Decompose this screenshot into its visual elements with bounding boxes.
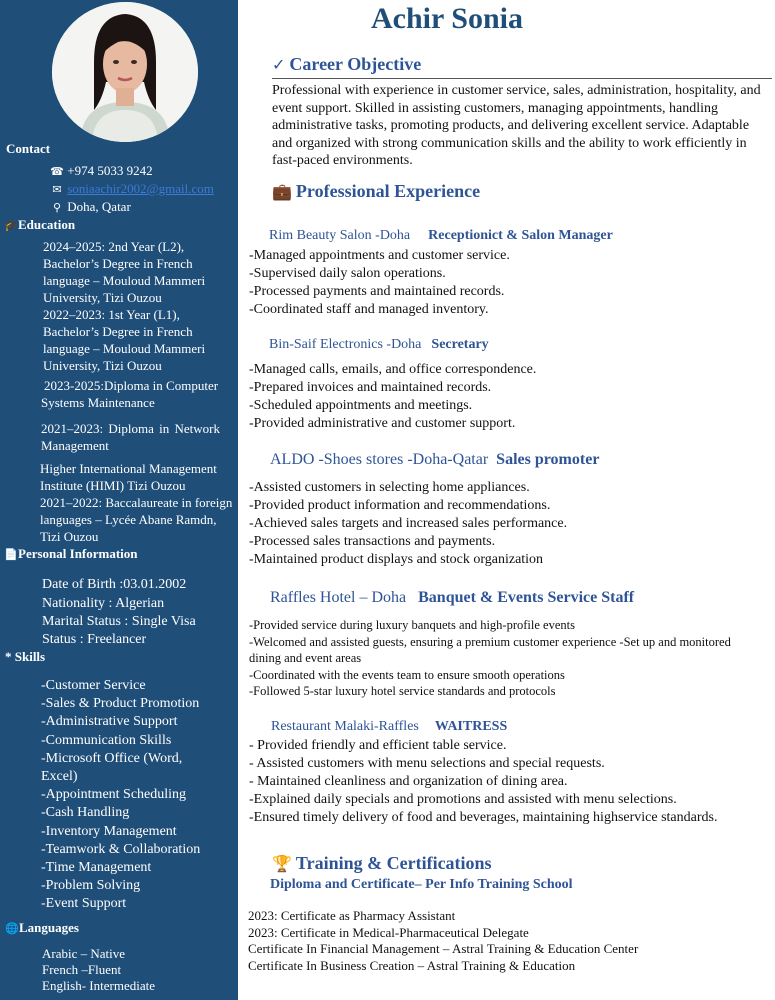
email-link[interactable]: soniaachir2002@gmail.com (67, 181, 214, 196)
job-bullets (249, 479, 567, 569)
skill-item: -Event Support (41, 896, 127, 912)
training-heading: 🏆 Training & Certifications (272, 853, 492, 873)
job-bullet: -Welcomed and assisted guests, ensuring a premium customer experience -Set up and monitored dining and event areas (249, 634, 731, 665)
education-item: 2022–2023: 1st Year (L1), Bachelor’s Degree in French language – Mouloud Mammeri University, Tizi Ouzou (43, 307, 206, 373)
job-bullet: -Scheduled appointments and meetings. (249, 398, 473, 413)
job-bullets (249, 737, 717, 827)
job-bullet: -Supervised daily salon operations. (249, 266, 446, 281)
job-bullets (249, 247, 510, 319)
job-company: Rim Beauty Salon -Doha (269, 228, 411, 243)
education-item: 2023-2025:Diploma in Computer Systems Maintenance (41, 378, 219, 410)
job-bullets (249, 617, 759, 700)
skill-item: -Customer Service (41, 678, 146, 693)
personal-item: Date of Birth :03.01.2002 (42, 577, 187, 592)
briefcase-icon: 💼 (272, 182, 292, 201)
skills-list (41, 677, 233, 914)
skill-item: -Time Management (41, 860, 152, 876)
language-item: English- Intermediate (42, 978, 155, 993)
job-bullet: -Explained daily specials and promotions and assisted with menu selections. (249, 792, 677, 807)
job-role: Sales promoter (496, 451, 600, 468)
training-item: Certificate In Financial Management – Astral Training & Education Center (248, 941, 639, 956)
personal-item: Marital Status : Single Visa (42, 614, 196, 629)
skill-item: -Cash Handling (41, 805, 130, 821)
job-bullet: -Managed calls, emails, and office correspondence. (249, 362, 537, 377)
education-item: 2024–2025: 2nd Year (L2), Bachelor’s Degree in French language – Mouloud Mammeri University, Tizi Ouzou (43, 239, 206, 305)
education-item: Higher International Management Institute (HIMI) Tizi Ouzou (40, 461, 217, 493)
training-list (248, 908, 638, 974)
phone-icon: ☎ (50, 165, 64, 178)
job-bullet: - Provided friendly and efficient table service. (249, 738, 507, 753)
job-bullet: - Maintained cleanliness and organization of dining area. (249, 774, 568, 789)
job-header (269, 226, 613, 244)
job-bullet: -Managed appointments and customer service. (249, 248, 510, 263)
profile-photo-image (52, 2, 198, 142)
job-bullet: -Ensured timely delivery of food and beverages, maintaining highservice standards. (249, 810, 718, 825)
skill-item: -Appointment Scheduling (41, 787, 187, 803)
personal-item: Nationality : Algerian (42, 596, 165, 611)
job-bullet: -Provided product information and recommendations. (249, 498, 551, 513)
job-bullet: -Assisted customers in selecting home appliances. (249, 480, 530, 495)
globe-icon: 🌐 (5, 922, 19, 935)
phone-number: +974 5033 9242 (67, 163, 153, 178)
objective-heading: ✓ Career Objective (272, 54, 422, 74)
personal-info-heading: 📄Personal Information (4, 546, 138, 561)
personal-item: Status : Freelancer (42, 632, 147, 647)
job-bullet: - Assisted customers with menu selections and special requests. (249, 756, 605, 771)
language-item: French –Fluent (42, 962, 122, 977)
objective-text: Professional with experience in customer service, sales, administration, hospitality, and event support. Skilled in assisting customers, managing appointments, handling administrative tasks, promoting products, and delivering excellent service. Adaptable and organized with strong communication skills and the ability to work efficiently in fast-paced environments. (272, 83, 761, 168)
training-item: 2023: Certificate as Pharmacy Assistant (248, 908, 456, 923)
skill-item: -Teamwork & Collaboration (41, 841, 201, 857)
contact-phone[interactable] (50, 162, 153, 180)
skill-item: -Microsoft Office (Word, Excel) (41, 750, 183, 785)
language-item: Arabic – Native (42, 946, 126, 961)
map-pin-icon: ⚲ (52, 201, 62, 214)
education-item: 2021–2022: Baccalaureate in foreign languages – Lycée Abane Ramdn, Tizi Ouzou (40, 495, 233, 544)
job-bullets (249, 361, 536, 433)
job-header (271, 717, 507, 735)
job-bullet: -Coordinated staff and managed inventory. (249, 302, 489, 317)
trophy-icon: 🏆 (272, 854, 292, 873)
objective-divider (272, 78, 772, 79)
page-title: Achir Sonia (371, 2, 523, 35)
job-company: Bin-Saif Electronics -Doha (269, 337, 422, 352)
experience-heading: 💼 Professional Experience (272, 181, 481, 201)
location-text: Doha, Qatar (67, 199, 131, 214)
job-bullet: -Coordinated with the events team to ensure smooth operations (249, 667, 565, 682)
contact-email[interactable] (50, 180, 214, 198)
skills-heading: * Skills (5, 649, 46, 664)
skill-item: -Sales & Product Promotion (41, 696, 200, 712)
contact-heading: Contact (6, 141, 51, 156)
skill-item: -Problem Solving (41, 878, 141, 894)
job-role: Banquet & Events Service Staff (418, 589, 635, 606)
skill-item: -Communication Skills (41, 732, 172, 748)
job-bullet: -Provided service during luxury banquets and high-profile events (249, 618, 575, 632)
job-bullet: -Processed payments and maintained records. (249, 284, 505, 299)
job-bullet: -Maintained product displays and stock organization (249, 552, 544, 567)
job-role: Secretary (431, 337, 489, 352)
profile-photo (52, 2, 198, 142)
sidebar (0, 0, 238, 1000)
job-bullet: -Prepared invoices and maintained records. (249, 380, 492, 395)
skill-item: -Administrative Support (41, 714, 178, 730)
job-bullet: -Provided administrative and customer support. (249, 416, 516, 431)
graduation-cap-icon: 🎓 (4, 219, 18, 232)
envelope-icon: ✉ (52, 183, 62, 196)
training-item: 2023: Certificate in Medical-Pharmaceutical Delegate (248, 924, 529, 940)
training-subtitle: Diploma and Certificate– Per Info Training School (270, 877, 573, 892)
job-header (270, 589, 634, 607)
skill-item: -Inventory Management (41, 823, 177, 839)
job-company: Restaurant Malaki-Raffles (271, 719, 419, 734)
job-bullet: -Followed 5-star luxury hotel service standards and protocols (249, 684, 556, 698)
contact-location (50, 198, 131, 216)
education-heading: 🎓Education (4, 217, 76, 232)
job-header (270, 451, 599, 469)
document-icon: 📄 (4, 548, 18, 561)
training-item: Certificate In Business Creation – Astral Training & Education (248, 957, 576, 973)
job-bullet: -Processed sales transactions and payments. (249, 534, 496, 549)
job-company: ALDO -Shoes stores -Doha-Qatar (270, 451, 489, 468)
languages-heading: 🌐Languages (5, 920, 79, 935)
job-role: Receptionict & Salon Manager (428, 228, 613, 243)
job-company: Raffles Hotel – Doha (270, 589, 407, 606)
job-role: WAITRESS (434, 719, 508, 734)
job-bullet: -Achieved sales targets and increased sales performance. (249, 516, 568, 531)
checkmark-icon: ✓ (272, 55, 286, 74)
job-header (269, 335, 489, 353)
education-item: 2021–2023: Diploma in Network Management (41, 421, 220, 453)
